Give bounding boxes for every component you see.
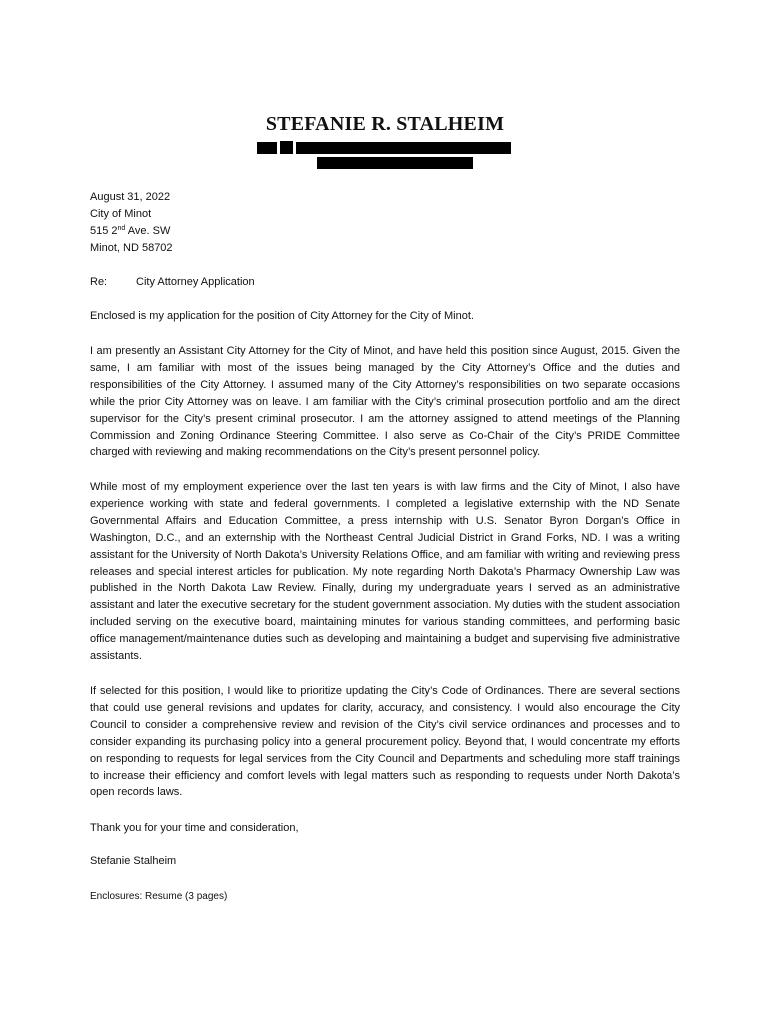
redaction-bar-contact-3: [296, 142, 511, 154]
closing-line: Thank you for your time and consideration,: [90, 822, 299, 834]
recipient-street: [90, 223, 680, 240]
subject-label: Re:: [90, 276, 108, 288]
subject-line: [90, 274, 680, 291]
recipient-city-state-zip: Minot, ND 58702: [90, 241, 173, 254]
street-rest: Ave. SW: [125, 224, 171, 237]
enclosures-note: Enclosures: Resume (3 pages): [90, 891, 228, 902]
body-paragraph: Enclosed is my application for the position of City Attorney for the City of Minot.: [90, 310, 474, 322]
recipient-name: City of Minot: [90, 207, 152, 220]
street-ordinal: nd: [117, 224, 126, 232]
body-paragraph: I am presently an Assistant City Attorney for the City of Minot, and have held this position since August, 2015. Given the same, I am familiar with most of the issues being managed by the City Attorney’s Office and the duties and responsibilities of the City Attorney. I assumed many of the City Attorney’s responsibilities on two separate occasions while the prior City Attorney was on leave. I am familiar with the City’s criminal prosecution portfolio and am the direct supervisor for the City’s present criminal prosecutor. I am the attorney assigned to attend meetings of the Planning Commission and Zoning Ordinance Steering Committee. I also serve as Co-Chair of the City’s PRIDE Committee charged with reviewing and making recommendations on the City’s present personnel policy.: [90, 345, 680, 459]
letter-date: August 31, 2022: [90, 191, 171, 203]
letterhead-name: STEFANIE R. STALHEIM: [265, 113, 505, 135]
street-number: 515 2: [90, 224, 118, 237]
date-and-address-block: [90, 189, 680, 257]
subject-text: City Attorney Application: [136, 276, 255, 288]
signature-name: Stefanie Stalheim: [90, 855, 177, 867]
redaction-bar-contact-2: [280, 141, 293, 154]
body-paragraph: If selected for this position, I would like to prioritize updating the City’s Code of Ordinances. There are several sections that could use general revisions and updates for clarity, accuracy, and consistency. I would also encourage the City Council to consider a comprehensive review and revision of the City’s civil service ordinances and processes and to consider expanding its purchasing policy into a general procurement policy. Beyond that, I would concentrate my efforts on responding to requests for legal services from the City Council and Departments and scheduling more staff trainings to increase their efficiency and comfort levels with legal matters such as responding to requests under North Dakota’s open records laws.: [90, 685, 680, 799]
redaction-bar-contact-4: [317, 157, 473, 169]
body-paragraph: While most of my employment experience over the last ten years is with law firms and the City of Minot, I also have experience working with state and federal governments. I completed a legislative externship with the ND Senate Governmental Affairs and Education Committee, a press internship with U.S. Senator Byron Dorgan’s Office in Washington, D.C., and an externship with the Northeast Central Judicial District in Grand Forks, ND. I was a writing assistant for the University of North Dakota’s University Relations Office, and am familiar with writing and reviewing press releases and special interest articles for publication. My note regarding North Dakota’s Pharmacy Ownership Law was published in the North Dakota Law Review. Finally, during my undergraduate years I served as an administrative assistant and later the executive secretary for the student government association. My duties with the student association included serving on the executive board, maintaining minutes for various standing committees, and performing basic office management/maintenance duties such as developing and maintaining a budget and supervising five administrative assistants.: [90, 481, 680, 663]
redaction-bar-contact-1: [257, 142, 277, 154]
